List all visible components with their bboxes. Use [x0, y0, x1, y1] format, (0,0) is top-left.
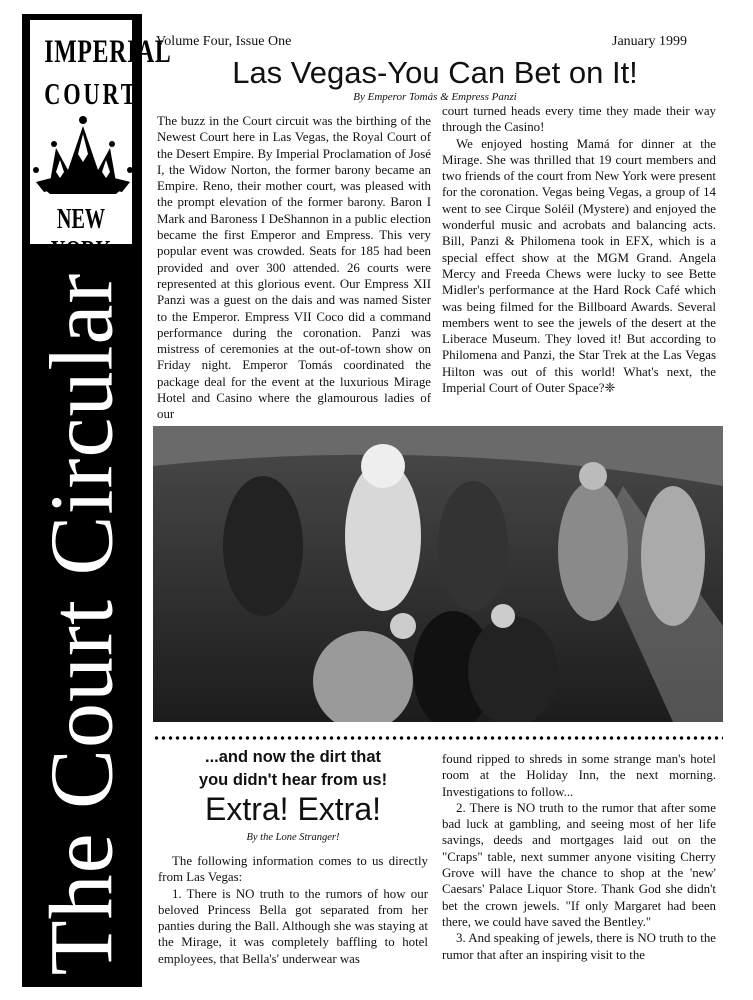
article1-byline: By Emperor Tomás & Empress Panzi	[353, 91, 517, 103]
group-photo-image	[153, 426, 723, 722]
paragraph: court turned heads every time they made their way through the Casino!	[442, 104, 716, 135]
article1-headline: Las Vegas-You Can Bet on It!	[232, 55, 638, 90]
sidebar-masthead	[22, 14, 172, 987]
newsletter-title: The Court Circular	[32, 272, 132, 976]
issue-date: January 1999	[612, 34, 688, 49]
article2-byline: By the Lone Stranger!	[246, 832, 340, 843]
article2-headline: Extra! Extra!	[204, 791, 382, 827]
logo-line-new-york: NEW YORK	[50, 204, 112, 267]
paragraph: The following information comes to us directly from Las Vegas:	[158, 854, 428, 885]
paragraph: found ripped to shreds in some strange man's hotel room at the Holiday Inn, the next morning. Investigations to follow...	[442, 752, 716, 799]
article2-subhead-line1: ...and now the dirt that	[205, 748, 381, 766]
photo-illustration	[153, 426, 723, 722]
imperial-court-logo	[28, 18, 172, 267]
paragraph: 1. There is NO truth to the rumors of how our beloved Princess Bella got separated from her panties during the Ball. Although she was staying at the Mirage, it was completely baffling to hotel employees, that Bella's' underwear was	[158, 886, 428, 966]
logo-line-imperial: IMPERIAL	[44, 34, 172, 70]
article2-column-right	[442, 751, 716, 963]
paragraph: 3. And speaking of jewels, there is NO truth to the rumor that after an inspiring visit to the	[442, 931, 716, 962]
article2-column-left	[158, 853, 428, 967]
dotted-divider	[153, 735, 723, 741]
article2-subhead-line2: you didn't hear from us!	[198, 771, 388, 789]
article1-column-right	[442, 103, 716, 396]
paragraph: The buzz in the Court circuit was the birthing of the Newest Court here in Las Vegas, the Royal Court of the Desert Empire. By Imperial Proclamation of José I, the Widow Norton, the former barony became an Empire. Reno, their mother court, was pleased with the prompt elevation of the former barony. Baron I Mark and Baroness I DeShannon in a public election became the first Emperor and Empress. This very popular event was crowded. Seats for 185 had been provided and over 300 attended. 26 courts were represented at this glorious event. Our Empress XII Panzi was a guest on the dais and was named Sister to the Emperor. Empress VII Coco did a command performance during the coronation. Panzi was mistress of ceremonies at the out-of-town show on Friday night. Emperor Tomás coordinated the package deal for the event at the luxurious Mirage Hotel and Casino where the glamourous ladies of our	[157, 114, 431, 422]
logo-line-court: COURT	[44, 76, 139, 111]
article2-subhead	[158, 746, 428, 792]
paragraph: We enjoyed hosting Mamá for dinner at the Mirage. She was thrilled that 19 court members and two friends of the court from New York were present for the coronation. Vegas being Vegas, a group of 14 went to see Cirque Soléil (Mystere) and enjoyed the wonderful music and acrobats and balancing acts. Bill, Panzi & Philomena took in EFX, which is a special effect show at the MGM Grand. Angela Mercy and Freeda Chews were lucky to see Bette Midler's performance at the Hard Rock Café which was being filmed for the Billboard Awards. Several members went to see the jewels of the desert at the Liberace Museum. They loved it! But according to Philomena and Panzi, the Star Trek at the Las Vegas Hilton was out of this world! What's next, the Imperial Court of Outer Space?❈	[442, 136, 716, 396]
crown-icon	[30, 108, 136, 204]
article1-column-left	[157, 113, 431, 423]
issue-number: Volume Four, Issue One	[156, 34, 292, 49]
paragraph: 2. There is NO truth to the rumor that after some bad luck at gambling, and seeing most of her life savings, deeds and mortgages laid out on the "Craps" table, next summer anyone visiting Cherry Grove will have the chance to shop at the 'new' Caesars' Palace Liquor Store. Thank God she didn't bet the crown jewels. "If only Margaret had been there, we could have saved the Bentley."	[442, 800, 716, 929]
